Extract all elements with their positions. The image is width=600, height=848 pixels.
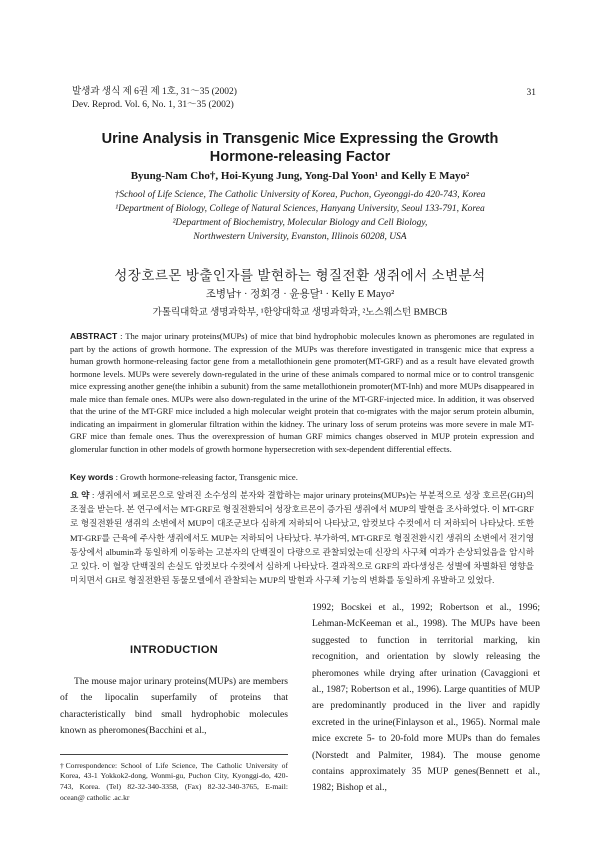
correspondence-footnote: †Correspondence: School of Life Science, The Catholic University of Korea, 43-1 Yokkok2-dong, Wonmi-gu, Puchon City, Kyonggi-do, 420-743, Korea. (Tel) 82-32-340-3358, (Fax) 82-32-340-3765, E-mail: ocean@ catholic .ac.kr [60,760,288,803]
title-line-2: Hormone-releasing Factor [209,149,391,165]
footnote-divider [60,754,288,755]
right-column [312,600,540,797]
introduction-paragraph-right: 1992; Bocskei et al., 1992; Robertson et al., 1996; Lehman-McKeeman et al., 1998). The MUPs have been suggested to function in territorial marking, kin recognition, and orientation by slowly releasing the pheromones while drying after urination (Cavaggioni et al., 1987; Robertson et al., 1996). Large quantities of MUP are predominantly produced in the liver and rapidly excreted in the urine(Finlayson et al., 1965). Normal male mice excrete 5- to 20-fold more MUPs than do females (Norstedt and Palmiter, 1984). The mouse genome contains approximately 35 MUP genes(Bennett et al., 1982; Bishop et al., [312,602,540,794]
affiliation-3: Northwestern University, Evanston, Illinois 60208, USA [193,232,407,242]
affiliation-2: ²Department of Biochemistry, Molecular Biology and Cell Biology, [172,218,428,228]
affiliation-0: †School of Life Science, The Catholic University of Korea, Puchon, Gyeonggi-do 420-743, Korea [114,190,486,200]
korean-affiliations: 가톨릭대학교 생명과학부, ¹한양대학교 생명과학과, ²노스웨스턴 BMBCB [152,308,448,318]
journal-citation-kr: 발생과 생식 제 6권 제 1호, 31～35 (2002) [72,87,237,97]
abstract [70,330,534,455]
korean-summary-label: 요 약 [70,490,90,500]
affiliations [50,188,550,244]
korean-authors: 조병남† · 정회경 · 윤용달¹ · Kelly E Mayo² [205,289,395,300]
keywords-text: : Growth hormone-releasing factor, Transgenic mice. [113,472,298,482]
affiliation-1: ¹Department of Biology, College of Natural Sciences, Hanyang University, Seoul 133-791, Korea [115,204,485,214]
title-line-1: Urine Analysis in Transgenic Mice Expressing the Growth [101,131,499,147]
running-head [72,86,237,112]
korean-title: 성장호르몬 방출인자를 발현하는 형질전환 생쥐에서 소변분석 [114,268,486,283]
korean-summary-text: : 생쥐에서 페로몬으로 알려진 소수성의 분자와 결합하는 major urinary proteins(MUPs)는 부분적으로 성장 호르몬(GH)의 조절을 받는다. 본 연구에서는 MT-GRF로 형질전환되어 성장호르몬이 증가된 생쥐에서 MUP의 발현을 조사하였다. 이 MT-GRF로 형질전환된 생쥐의 소변에서 MUP이 대조군보다 심하게 저하되어 나타났고, 암컷보다 수컷에서 더 저하되어 나타났다. 또한 MT-GRF를 근육에 주사한 생쥐에서도 MUP는 저하되어 나타났다. 부가하여, MT-GRF로 형질전환시킨 생쥐의 소변에서 전기영동상에서 albumin과 동일하게 이동하는 고분자의 단백질이 다량으로 관찰되었는데 신장의 사구체 여과가 손상되었음을 암시하고 있다. 이 혈장 단백질의 손실도 암컷보다 수컷에서 심하게 나타났다. 결과적으로 GRF의 과다생성은 성별에 차별화된 영향을 미치면서 GH로 형질전환된 동물모델에서 관찰되는 MUP의 발현과 사구체 기능의 변화를 동일하게 유발하고 있었다. [70,490,534,586]
author-list: Byung-Nam Cho†, Hoi-Kyung Jung, Yong-Dal Yoon¹ and Kelly E Mayo² [130,170,470,182]
korean-summary [70,488,534,587]
paper-title [60,130,540,166]
journal-citation-en: Dev. Reprod. Vol. 6, No. 1, 31～35 (2002) [72,100,234,110]
abstract-label: ABSTRACT [70,331,118,341]
introduction-heading: INTRODUCTION [130,644,218,656]
keywords-label: Key words [70,472,114,482]
abstract-text: : The major urinary proteins(MUPs) of mice that bind hydrophobic molecules known as pheromones are regulated in part by the actions of growth hormone. The expression of the MUPs was therefore investigated in transgenic mice that express a human growth hormone-releasing factor gene from a metallothionein gene promoter(MT-GRF) and as a result have elevated growth hormone levels. MUPs were severely down-regulated in the urine of these animals compared to normal mice or to control transgenic mice expressing another gene(the inhibin a subunit) from the same metallothionein promoter(MT-Inh) and more MUPs disappeared in male mice than female ones. MUPs were also down-regulated in the urine of the MT-GRF-injected mice. In addition, it was observed that the urine of the MT-GRF mice included a high molecular weight protein that co-migrates with the major serum protein albumin, indicating an impairment in glomerular filtration within the kidney. The urinary loss of serum proteins was more severe in male MT-GRF mice than female ones. Thus the overexpression of human GRF mimics changes observed in MUP protein expression and glomerular function in other models of growth hormone hypersecretion with sex-dependent differential effects. [70,331,534,454]
keywords [70,472,534,482]
introduction-paragraph-left: The mouse major urinary proteins(MUPs) are members of the lipocalin superfamily of proteins that characteristically bind small hydrophobic molecules known as pheromones(Bacchini et al., [60,676,288,737]
page-number: 31 [526,88,536,98]
left-column [60,600,288,804]
